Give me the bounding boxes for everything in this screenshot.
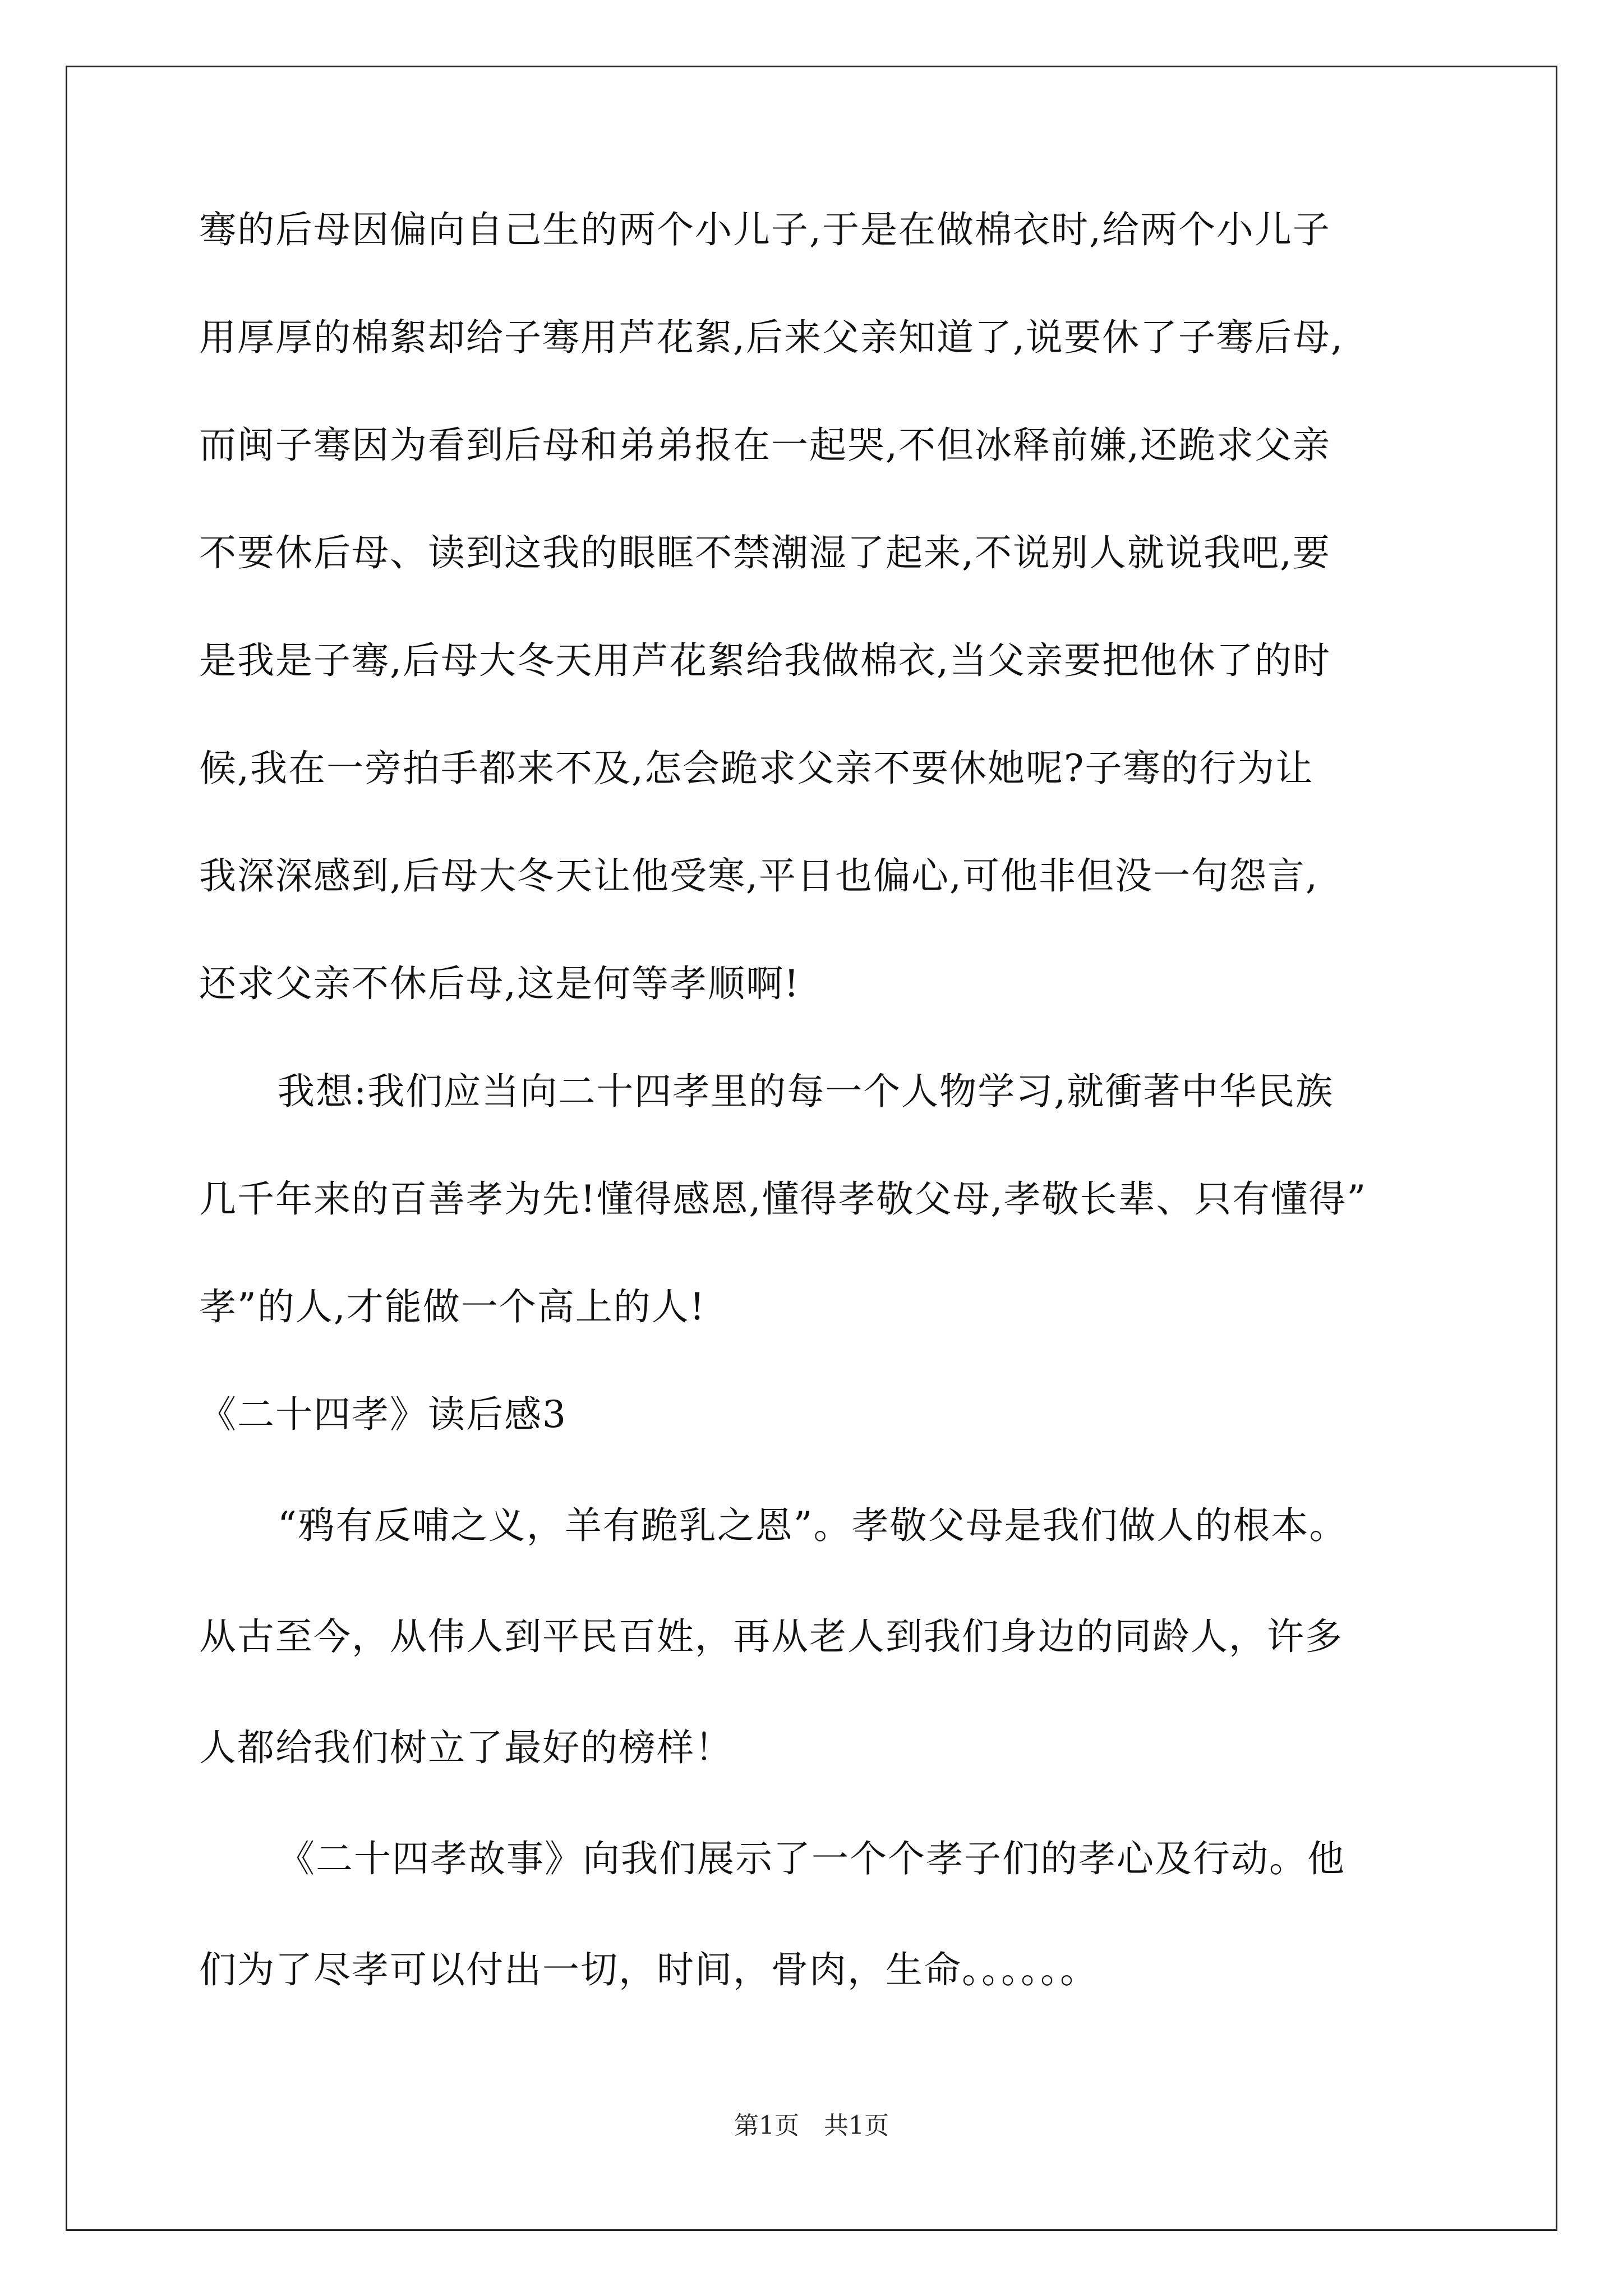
body-text-line: 我想:我们应当向二十四孝里的每一个人物学习,就衝著中华民族	[278, 1070, 1334, 1113]
body-text-line: 《二十四孝故事》向我们展示了一个个孝子们的孝心及行动。他	[278, 1837, 1345, 1880]
body-text-line: 用厚厚的棉絮却给子骞用芦花絮,后来父亲知道了,说要休了子骞后母,	[199, 316, 1344, 359]
body-text-line: 们为了尽孝可以付出一切，时间，骨肉，生命。。。。。。	[199, 1948, 1098, 1991]
page-border	[66, 66, 1557, 2231]
body-text-line: 我深深感到,后母大冬天让他受寒,平日也偏心,可他非但没一句怨言,	[199, 854, 1318, 898]
body-text-line: 几千年来的百善孝为先!懂得感恩,懂得孝敬父母,孝敬长辈、只有懂得”	[199, 1177, 1367, 1221]
body-text-line: 不要休后母、读到这我的眼眶不禁潮湿了起来,不说别人就说我吧,要	[199, 531, 1331, 574]
body-text-line: 还求父亲不休后母,这是何等孝顺啊!	[199, 962, 800, 1005]
body-text-line: 骞的后母因偏向自己生的两个小儿子,于是在做棉衣时,给两个小儿子	[199, 208, 1331, 251]
section-title: 《二十四孝》读后感3	[199, 1393, 567, 1436]
body-text-line: 候,我在一旁拍手都来不及,怎会跪求父亲不要休她呢?子骞的行为让	[199, 747, 1314, 790]
body-text-line: 而闽子骞因为看到后母和弟弟报在一起哭,不但冰释前嫌,还跪求父亲	[199, 424, 1331, 467]
body-text-line: 人都给我们树立了最好的榜样！	[199, 1726, 733, 1769]
body-text-line: “鸦有反哺之义，羊有跪乳之恩”。孝敬父母是我们做人的根本。	[278, 1504, 1348, 1547]
body-text-line: 孝”的人,才能做一个高上的人!	[199, 1285, 706, 1328]
body-text-line: 是我是子骞,后母大冬天用芦花絮给我做棉衣,当父亲要把他休了的时	[199, 639, 1331, 682]
page-number: 第1页 共1页	[734, 2111, 889, 2140]
body-text-line: 从古至今，从伟人到平民百姓，再从老人到我们身边的同龄人，许多	[199, 1615, 1343, 1658]
